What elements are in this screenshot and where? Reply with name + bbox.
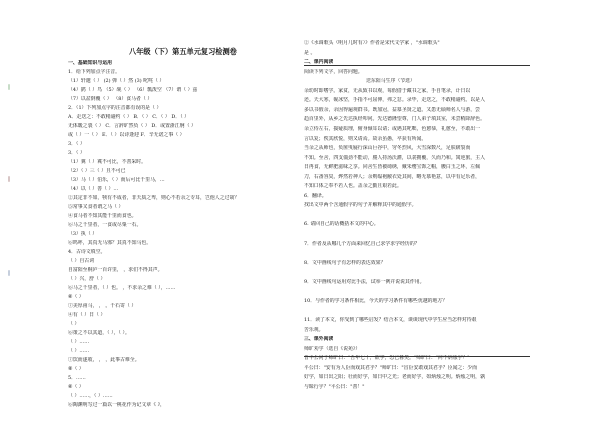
right-line: 送东阳马生序（节选） bbox=[366, 78, 415, 85]
right-line: 言以复；俟其欣悦，则又请焉。故余虽愚，卒获有所闻。 bbox=[304, 135, 427, 142]
right-line: 10．与作者的学习条件相比，今天的学习条件有哪些优越的地方？ bbox=[304, 297, 448, 304]
left-line: ⑦美厚甫马， ， 。千石寄（ ） bbox=[68, 303, 137, 309]
left-line: （1）翼（ ）冀不可比，不善采时。 bbox=[68, 159, 147, 165]
right-line: 晋平公问于师旷曰："吾年七十，欲学，恐已暮矣。"师旷曰："何不炳烛乎？" bbox=[304, 355, 470, 362]
right-line: 不知口体之奉不若人也。盖余之勤且艰若此。 bbox=[304, 183, 402, 190]
left-line: （7）以盆倒覆（ ） （8）食马者（ ） bbox=[68, 96, 153, 102]
binding-mark bbox=[8, 176, 10, 182]
left-line: 无体暖之裘（ ） C．言辞旷然负（ ） D．或置浙江舸（ ） bbox=[68, 123, 196, 129]
left-line: （ ）兴，舒（ ） bbox=[68, 276, 106, 282]
right-line: 多以书假余，余因得遍观群书。既加冠，益慕圣贤之道。又患无硕师名人与游，尝 bbox=[304, 106, 481, 113]
right-line: 趋百里外，从乡之先达执经叩问。先达德隆望尊，门人弟子填其室，未尝稍降辞色。 bbox=[304, 116, 485, 123]
right-line: 余立侍左右，援疑质理，俯身倾耳以请；或遇其叱咄，色愈恭，礼愈至，不敢出一 bbox=[304, 125, 481, 132]
left-line: 一、基础知识与运用 bbox=[68, 60, 113, 66]
right-line: 11．读了本文，你受到了哪些启发？结合本文，谈谈现代中学生应当怎样对待艰 bbox=[304, 316, 477, 323]
left-line: ⑥（ ） bbox=[68, 294, 84, 300]
right-line: 余幼时即嗜学。家贫，无从致书以观，每假借于藏书之家，手自笔录，计日以 bbox=[304, 87, 471, 94]
right-line: 当余之从师也，负箧曳屣行深山巨谷中，穷冬烈风，大雪深数尺，足肤皲裂而 bbox=[304, 145, 471, 152]
section-divider bbox=[304, 356, 530, 357]
right-line: 师旷劝学（选自《说苑》） bbox=[304, 345, 361, 352]
left-line: ⑤常事又食者谓之马（ ） bbox=[68, 204, 124, 210]
left-line: ⑥陶渊明写过一篇以一桃花作为记文章《 》， bbox=[68, 402, 165, 408]
right-line: 刀，右备容臭，烨然若神人；余则缊袍敝衣处其间，略无慕艳意，以中有足乐者， bbox=[304, 173, 481, 180]
left-line: 4．古诗文填空。 bbox=[68, 249, 106, 255]
left-line: 自富阳至桐庐一百许里， ，求们不得其声。 bbox=[68, 267, 163, 273]
left-line: ⑧（ ） bbox=[68, 366, 84, 372]
left-line: 或（ ）一（ ） E．（ ）以诗逢迎 F．辛无诺之事（ ） bbox=[68, 132, 185, 138]
left-line: （4）鹍（ ）鸟 （5）觇（ ） （6）瓢泼空 （7）谓（ ）兹 bbox=[68, 87, 198, 93]
right-line: 6. 请回自己的话概括本文的中心。 bbox=[304, 221, 379, 228]
left-line: （3）马（ ）伯乐，（ ）而后可比千里马，… bbox=[68, 177, 165, 183]
left-line: 5．…… bbox=[68, 375, 86, 381]
left-line: 1．给下列加点字注音。 bbox=[68, 69, 121, 75]
left-line: （ ） bbox=[68, 321, 80, 327]
right-line: 不知。至舍，四支僵劲不能动，媵人持汤沃灌，以衾拥覆，久而乃和。寓逆旅，主人 bbox=[304, 154, 485, 161]
right-line: 找出文中两个含通假字的句子并解释其中的通假字。 bbox=[304, 202, 417, 209]
binding-mark bbox=[8, 270, 10, 276]
left-line: ⑦饮而遂收， ， ，此事古难全。 bbox=[68, 357, 140, 363]
right-line: 苦乐观。 bbox=[304, 326, 324, 333]
right-line: 阅读下列文字，回答问题。 bbox=[304, 68, 363, 75]
right-line: 还。天大寒，砚冰坚，手指不可屈伸，弗之怠。录毕，走送之，不敢稍逾约。以是人 bbox=[304, 97, 485, 104]
right-line: 8．文中画线句子有怎样的表达效果？ bbox=[304, 259, 386, 266]
right-line: 是 。 bbox=[304, 49, 316, 56]
right-line: 7．作者及从哪几个方面来回忆自己求学求学经历的？ bbox=[304, 240, 420, 247]
left-line: A．走送之：不敢稍逾约（ ） B．（ ） C．（ ） D．（ ） bbox=[68, 114, 190, 120]
left-line: 2．（1）下列加点字的注音都有误的是（ ） bbox=[68, 105, 162, 111]
right-line: 好学，如日出之阳；壮而好学，如日中之光；老而好学，如炳烛之明。炳烛之明，孰 bbox=[304, 374, 485, 381]
page-title: 八年级（下）第五单元复习检测卷 bbox=[129, 47, 237, 56]
left-line: 3．（ ） bbox=[68, 150, 85, 156]
right-line: 与昧行乎？"平公曰："善！" bbox=[304, 383, 365, 390]
left-line: ④食马者不知其能千里而食也。 bbox=[68, 213, 137, 219]
right-line: ②《水调歌头（明月几时有）》作者是宋代文学家 ，"水调歌头" bbox=[304, 40, 440, 46]
right-line: 三、课外阅读 bbox=[304, 336, 334, 343]
left-line: （3）执（ ） bbox=[68, 231, 98, 237]
left-line: ②其定非不如，犊有不成者，非天质之卑，则心不若余之专耳，岂他人之过哉？ bbox=[68, 195, 240, 201]
left-line: ⑥策之不以其道，（ ），（ ）。 bbox=[68, 330, 130, 336]
right-line: 二、课内阅读 bbox=[304, 59, 334, 66]
right-line: 6．翻译。 bbox=[304, 192, 327, 199]
left-line: （ ）自古词 bbox=[68, 258, 95, 264]
left-line: （ ）……，（ ）…… bbox=[68, 393, 113, 399]
left-line: ⑥（ ） bbox=[68, 384, 84, 390]
binding-mark bbox=[8, 84, 10, 90]
left-line: ④有（ ）日（ ） bbox=[68, 312, 106, 318]
left-line: （ ）…… bbox=[68, 339, 90, 345]
left-line: （2）（ ）三（ ）且不可已 bbox=[68, 168, 126, 174]
left-line: ⑥马之千里者，（ ）也。 ，不求余之难（ ），…… bbox=[68, 285, 176, 291]
section-divider bbox=[304, 65, 530, 66]
left-line: （1）轩邈（ ） (2) 弹（ ）然 (3) 叱咤（ ） bbox=[68, 78, 165, 84]
left-line: ⑥呜呼，其真无马邪？其真不知马也。 bbox=[68, 240, 152, 246]
right-line: 平公曰："安有为人臣而戏其君乎？"师旷曰："盲臣安敢戏其君乎？臣闻之：少而 bbox=[304, 364, 478, 371]
left-line: （ ）…… bbox=[68, 348, 90, 354]
left-line: （4）以（ ）善（ ）… bbox=[68, 186, 119, 192]
left-line: ⑥马之千里者，一食或尽粟一石。 bbox=[68, 222, 142, 228]
left-line: 3．（ ） bbox=[68, 141, 85, 147]
right-line: 日再食，无鲜肥滋味之享。同舍生皆被绮绣，戴朱缨宝饰之帽，腰白玉之环，左佩 bbox=[304, 164, 481, 171]
right-line: 9．文中画线句运用对比手法，试举一例并说说其作用。 bbox=[304, 278, 425, 285]
